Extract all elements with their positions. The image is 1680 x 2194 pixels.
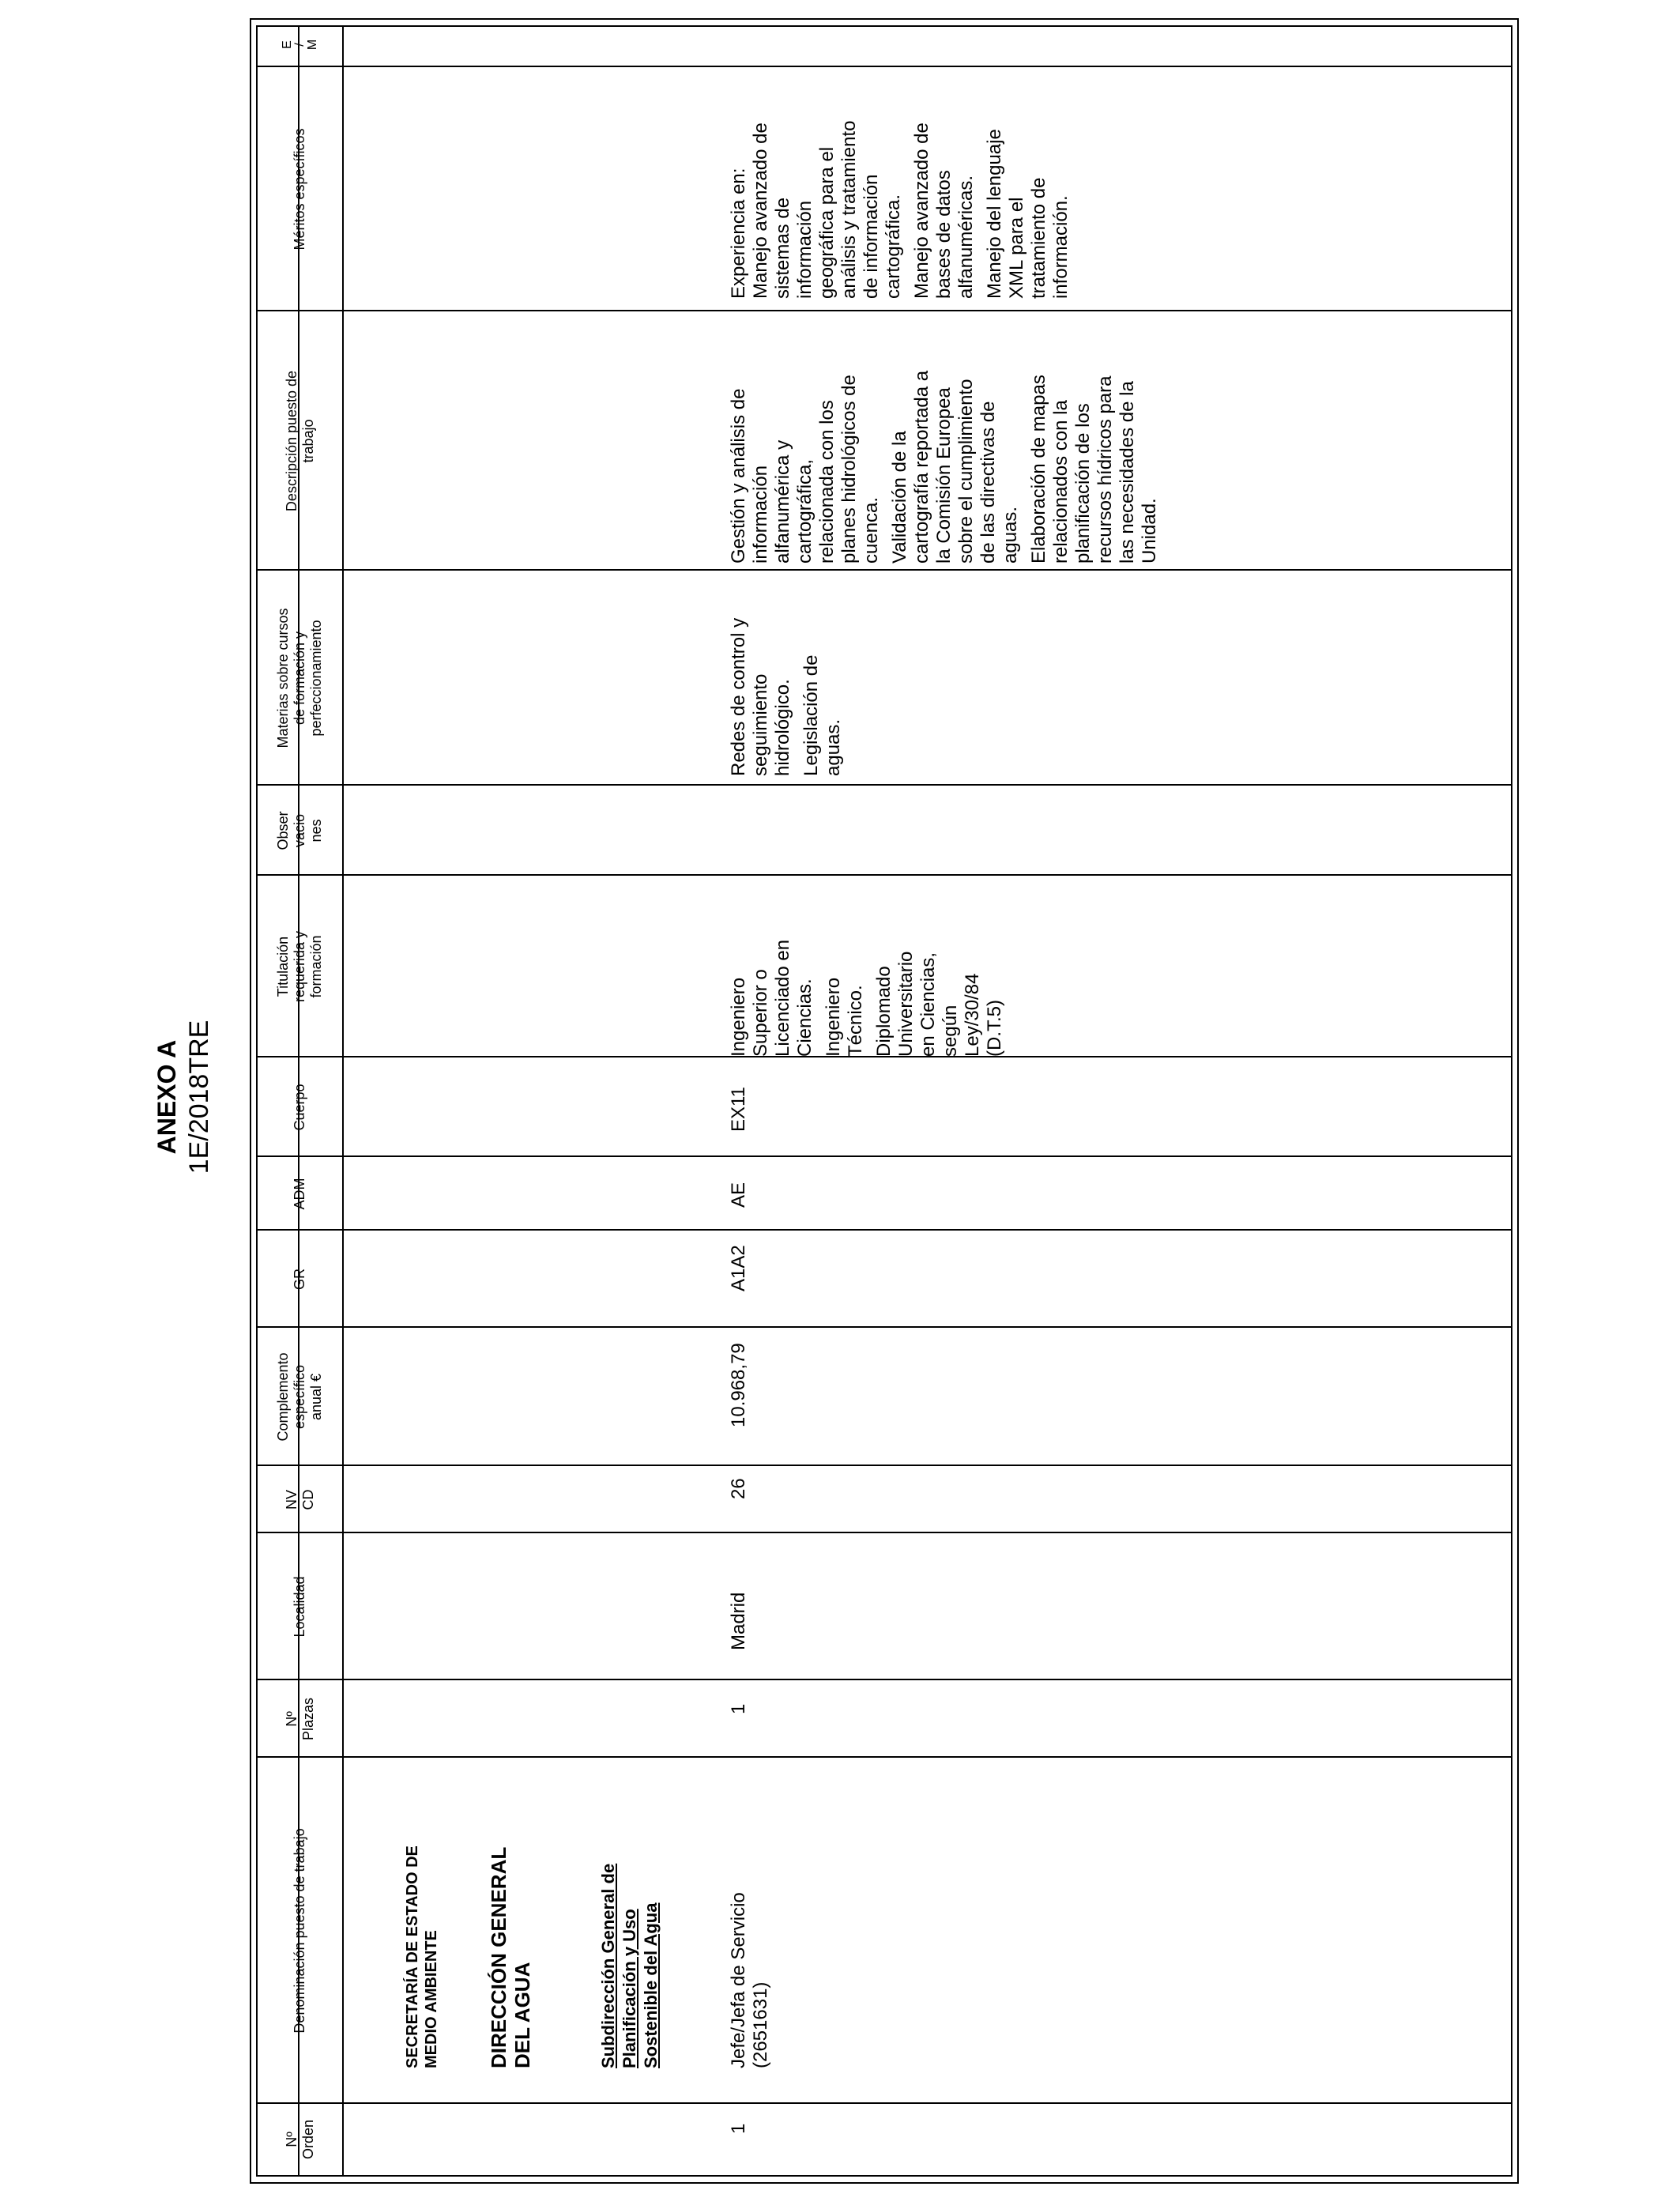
column-separator — [258, 66, 1511, 67]
header-orden: Nº Orden — [283, 2119, 316, 2160]
annex-title: ANEXO A — [153, 1039, 181, 1155]
header-plazas: Nº Plazas — [283, 1697, 316, 1741]
cell-orden: 1 — [728, 2123, 749, 2134]
titulacion-item: Diplomado Universitario en Ciencias, según Ley/30/84 (D.T.5) — [873, 951, 1005, 1057]
column-separator — [258, 1465, 1511, 1466]
org-secretaria: SECRETARÍA DE ESTADO DE MEDIO AMBIENTE — [404, 1845, 440, 2068]
column-separator — [258, 1532, 1511, 1533]
annex-code: 1E/2018TRE — [184, 1020, 214, 1174]
cell-complemento: 10.968,79 — [728, 1343, 749, 1427]
column-separator — [258, 1326, 1511, 1328]
header-complemento: Complemento específico anual € — [275, 1352, 324, 1442]
cell-cuerpo: EX11 — [728, 1087, 749, 1132]
descripcion-item: Gestión y análisis de información alfanumérica y cartográfica, relacionada con los planes hidrológicos de cuenca. — [728, 375, 882, 564]
cell-nivel: 26 — [728, 1478, 749, 1499]
titulacion-item: Ingeniero Superior o Licenciado en Ciencias. — [728, 939, 816, 1057]
header-nivel: NV CD — [283, 1489, 316, 1510]
header-titulacion: Titulación requerida y formación — [275, 930, 324, 1003]
header-em: E / M — [280, 39, 319, 51]
column-separator — [258, 874, 1511, 876]
descripcion-item: Validación de la cartografía reportada a la Comisión Europea sobre el cumplimiento de las directivas de aguas. — [889, 370, 1021, 564]
org-direccion: DIRECCIÓN GENERAL DEL AGUA — [487, 1846, 534, 2068]
column-separator — [258, 1756, 1511, 1758]
descripcion-item: Elaboración de mapas relacionados con la planificación de los recursos hídricos para las necesidades de la Unidad. — [1028, 375, 1160, 564]
cell-denominacion: Jefe/Jefa de Servicio (2651631) — [728, 1892, 771, 2068]
column-separator — [258, 1155, 1511, 1157]
table-frame — [250, 18, 1519, 2184]
cell-adm: AE — [728, 1182, 749, 1208]
header-descripcion: Descripción puesto de trabajo — [283, 370, 316, 512]
header-cuerpo: Cuerpo — [292, 1084, 307, 1131]
column-separator — [258, 1679, 1511, 1680]
cell-meritos — [728, 70, 1079, 299]
titulacion-item: Ingeniero Técnico. — [823, 977, 866, 1057]
table — [256, 25, 1512, 2177]
header-divider-bottom — [342, 27, 344, 2175]
header-meritos: Méritos específicos — [292, 128, 307, 251]
header-materias: Materias sobre cursos de formación y perfeccionamiento — [275, 608, 324, 748]
column-separator — [258, 310, 1511, 311]
header-observaciones: Obser vacio nes — [275, 811, 324, 850]
cell-grupo: A1A2 — [728, 1245, 749, 1291]
meritos-item: Manejo avanzado de bases de datos alfanuméricas. — [911, 123, 977, 299]
column-separator — [258, 2102, 1511, 2104]
header-adm: ADM — [292, 1178, 307, 1210]
cell-descripcion — [728, 314, 1167, 564]
meritos-item: Manejo del lenguaje XML para el tratamiento de información. — [984, 129, 1072, 299]
column-separator — [258, 784, 1511, 786]
header-localidad: Localidad — [292, 1576, 307, 1638]
header-denominacion: Denominación puesto de trabajo — [292, 1828, 307, 2034]
meritos-item: Experiencia en: Manejo avanzado de sistemas de información geográfica para el análisis y tratamiento de información cartográfica. — [728, 120, 904, 299]
cell-localidad: Madrid — [728, 1592, 749, 1650]
cell-plazas: 1 — [728, 1703, 749, 1714]
column-separator — [258, 1229, 1511, 1231]
materias-item: Redes de control y seguimiento hidrológico. — [728, 617, 793, 776]
column-separator — [258, 569, 1511, 571]
header-grupo: GR — [292, 1269, 307, 1290]
cell-titulacion — [728, 881, 1012, 1057]
materias-item: Legislación de aguas. — [800, 654, 844, 776]
org-subdireccion: Subdirección General de Planificación y Uso Sostenible del Agua — [598, 1863, 661, 2068]
cell-materias — [728, 575, 851, 776]
